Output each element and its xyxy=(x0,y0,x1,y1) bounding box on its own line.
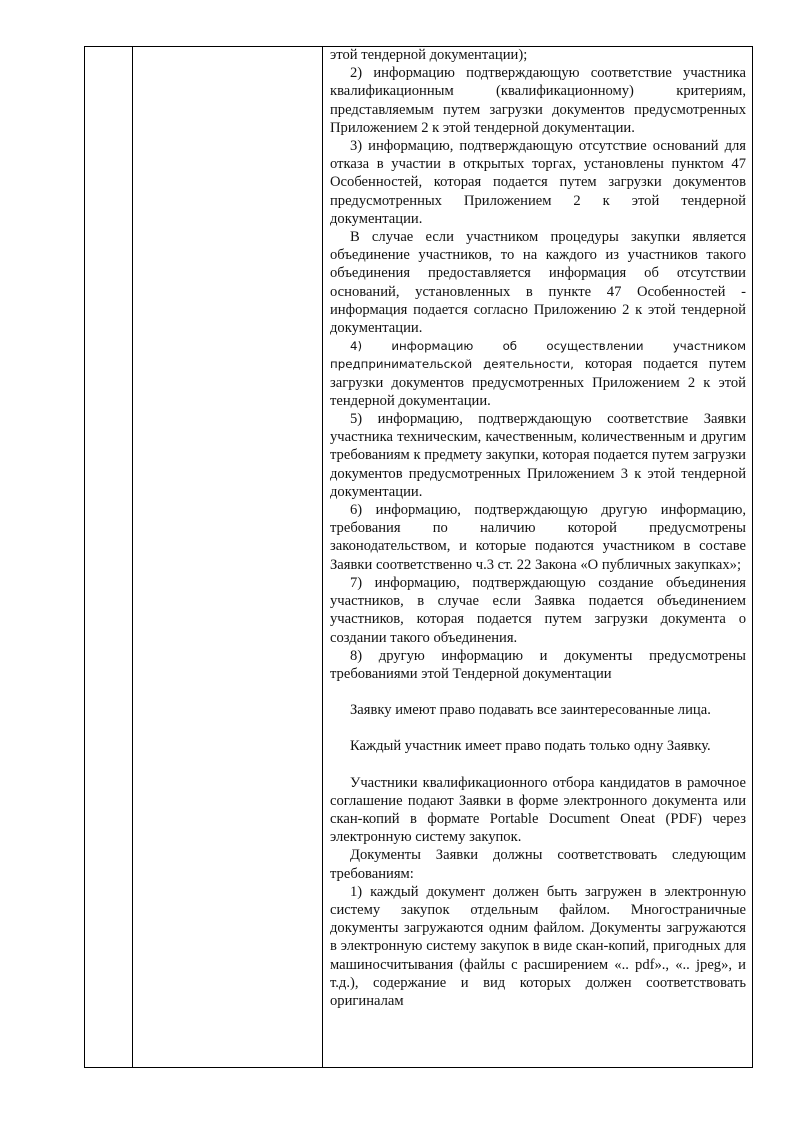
document-table xyxy=(84,46,753,1068)
paragraph: Документы Заявки должны соответствовать следующим требованиям: xyxy=(330,847,746,882)
paragraph-part: которая подается путем загрузки документов предусмотренных Приложением 2 к этой тендерной документации. xyxy=(330,356,746,409)
paragraph-part: 4) информацию об осуществлении участником предпринимательской деятельности, xyxy=(330,339,746,372)
paragraph: Каждый участник имеет право подать только одну Заявку. xyxy=(350,738,711,755)
paragraph: Участники квалификационного отбора кандидатов в рамочное соглашение подают Заявки в форме электронного документа или скан-копий в формате Portable Document Oneat (PDF) через электронную систему закупок. xyxy=(330,774,746,846)
content-cell xyxy=(330,46,746,1010)
paragraph: 8) другую информацию и документы предусмотрены требованиями этой Тендерной документации xyxy=(330,647,746,682)
paragraph: этой тендерной документации); xyxy=(330,47,528,63)
paragraph: 7) информацию, подтверждающую создание объединения участников, в случае если Заявка подается объединением участников, которая подается путем загрузки документа о создании такого объединения. xyxy=(330,574,746,646)
column-divider-1 xyxy=(132,47,133,1067)
paragraph: 5) информацию, подтверждающую соответствие Заявки участника техническим, качественным, количественным и другим требованиям к предмету закупки, которая подается путем загрузки документов предусмотренных Приложением 3 к этой тендерной документации. xyxy=(330,411,746,500)
paragraph: Заявку имеют право подавать все заинтересованные лица. xyxy=(350,702,711,719)
paragraph: 6) информацию, подтверждающую другую информацию, требования по наличию которой предусмотрены законодательством, и которые подаются участником в составе Заявки соответственно ч.3 ст. 22 Закона «О публичных закупках»; xyxy=(330,502,746,573)
paragraph: В случае если участником процедуры закупки является объединение участников, то на каждого из участников такого объединения предоставляется информация об отсутствии оснований, установленных в пункте 47 Особенностей - информация подается согласно Приложению 2 к этой тендерной документации. xyxy=(330,229,746,337)
paragraph xyxy=(330,337,746,410)
paragraph: 2) информацию подтверждающую соответствие участника квалификационным (квалификационному) критериям, представляемым путем загрузки документов предусмотренных Приложением 2 к этой тендерной документации. xyxy=(330,65,746,136)
paragraph: 3) информацию, подтверждающую отсутствие оснований для отказа в участии в открытых торгах, установлены пунктом 47 Особенностей, которая подается путем загрузки документов предусмотренных Приложением 2 к этой тендерной документации. xyxy=(330,138,746,227)
column-divider-2 xyxy=(322,47,323,1067)
paragraph: 1) каждый документ должен быть загружен в электронную систему закупок отдельным файлом. Многостраничные документы загружаются одним файлом. Документы загружаются в электронную систему закупок в виде скан-копий, пригодных для машиносчитывания (файлы с расширением «.. pdf»., «.. jpeg», и т.д.), содержание и вид которых должен соответствовать оригиналам xyxy=(330,883,746,1009)
